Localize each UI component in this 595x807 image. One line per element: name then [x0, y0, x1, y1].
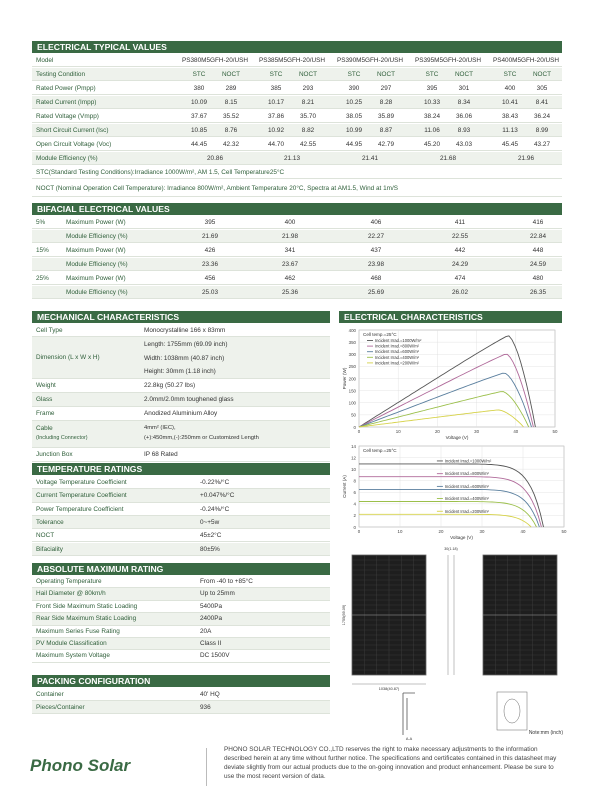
spec-label: Junction Box	[36, 451, 73, 458]
model-name: PS380M5GFH-20/USH	[181, 57, 249, 64]
max-rating-row	[32, 588, 330, 600]
spec-value: 40' HQ	[200, 691, 220, 698]
chart-container	[337, 441, 567, 540]
value-cell: 38.05	[346, 113, 362, 120]
value-cell: 380	[193, 85, 205, 92]
chart-title: Cell temp.=25°C	[363, 448, 397, 453]
row-label: Rated Voltage (Vmpp)	[36, 113, 99, 120]
value-cell: 11.13	[502, 127, 518, 134]
model-label: Model	[36, 57, 54, 64]
bifacial-eff-cell: 22.55	[452, 233, 468, 240]
packing-row	[32, 688, 330, 701]
dimension-height: Height: 30mm (1.18 inch)	[144, 368, 216, 375]
dim-width: 1038(40.87)	[378, 687, 400, 691]
bifacial-power-cell: 426	[204, 247, 216, 254]
bifacial-power-cell: 437	[370, 247, 382, 254]
spec-label: Operating Temperature	[36, 578, 102, 585]
value-cell: 35.89	[378, 113, 394, 120]
y-tick-label: 0	[353, 424, 356, 430]
legend-label: Incident Irrad.=800W/m²	[444, 471, 489, 477]
value-cell: 10.25	[346, 99, 362, 106]
efficiency-cell: 21.41	[362, 155, 378, 162]
bifacial-power-cell: 416	[532, 219, 544, 226]
spec-label: Rear Side Maximum Static Loading	[36, 615, 137, 623]
condition-cell: NOCT	[532, 71, 552, 78]
x-tick-label: 0	[357, 529, 361, 534]
value-cell: 8.34	[457, 99, 471, 106]
y-tick-label: 150	[348, 388, 356, 394]
spec-label: Voltage Temperature Coefficient	[36, 479, 127, 486]
value-cell: 8.87	[379, 127, 393, 134]
value-cell: 10.92	[268, 127, 284, 134]
section-header-electrical: ELECTRICAL TYPICAL VALUES	[32, 41, 562, 53]
spec-label: Power Temperature Coefficient	[36, 505, 124, 513]
bifacial-power-cell: 442	[454, 247, 466, 254]
value-cell: 10.09	[191, 99, 207, 106]
y-tick-label: 10	[351, 466, 356, 472]
electrical-row	[32, 138, 562, 151]
value-cell: 11.06	[424, 127, 440, 134]
value-cell: 42.32	[223, 141, 239, 148]
noct-note-row	[32, 181, 562, 197]
x-axis-label: Voltage (V)	[450, 535, 473, 540]
efficiency-row	[32, 152, 562, 165]
model-name: PS400M5GFH-20/USH	[492, 57, 560, 64]
value-cell: 10.99	[346, 127, 362, 134]
dim-thickness: 30(1.18)	[444, 547, 458, 551]
value-cell: 45.45	[502, 141, 518, 148]
value-cell: 390	[348, 85, 360, 92]
spec-label: Cell Type	[36, 327, 63, 334]
efficiency-label: Module Efficiency (%)	[36, 155, 98, 162]
iv-chart	[337, 441, 567, 540]
cable-label-sub: (Including Connector)	[36, 435, 88, 441]
spec-label: Maximum Series Fuse Rating	[36, 627, 120, 635]
y-tick-label: 14	[351, 443, 356, 449]
bifacial-power-row	[32, 244, 562, 257]
value-cell: 8.21	[301, 99, 315, 106]
value-cell: 395	[426, 85, 438, 92]
dimension-width: Width: 1038mm (40.87 inch)	[144, 355, 225, 362]
testing-condition-label: Testing Condition	[36, 71, 86, 78]
pv-chart	[337, 324, 565, 442]
electrical-row	[32, 110, 562, 123]
value-cell: 8.15	[224, 99, 238, 106]
bifacial-eff-cell: 25.36	[282, 289, 298, 296]
row-label: Rated Power (Pmpp)	[36, 85, 96, 92]
condition-cell: STC	[269, 71, 283, 78]
bifacial-eff-label: Module Efficiency (%)	[66, 261, 128, 268]
efficiency-cell: 20.86	[207, 155, 223, 162]
value-cell: 10.17	[268, 99, 284, 106]
bifacial-eff-cell: 22.27	[368, 233, 384, 240]
bifacial-eff-cell: 25.03	[202, 289, 218, 296]
row-label: Open Circuit Voltage (Voc)	[36, 141, 112, 148]
value-cell: 385	[270, 85, 282, 92]
bifacial-pct: 25%	[36, 275, 49, 282]
value-cell: 35.70	[300, 113, 316, 120]
bifacial-eff-cell: 23.36	[202, 261, 218, 268]
row-label: Rated Current (Impp)	[36, 99, 97, 106]
temperature-row	[32, 503, 330, 516]
efficiency-cell: 21.68	[440, 155, 456, 162]
spec-value: Anodized Aluminium Alloy	[144, 410, 218, 417]
condition-cell: STC	[192, 71, 206, 78]
spec-label: Bifaciality	[36, 545, 63, 553]
temperature-row	[32, 476, 330, 489]
spec-label: Front Side Maximum Static Loading	[36, 602, 138, 610]
bifacial-power-cell: 462	[284, 275, 296, 282]
chart-container	[337, 324, 565, 442]
brand-name: Phono Solar	[30, 756, 131, 775]
efficiency-cell: 21.96	[518, 155, 534, 162]
bifacial-eff-cell: 21.69	[202, 233, 218, 240]
chart-title: Cell temp.=25°C	[363, 332, 397, 337]
dimension-label: Dimension (L x W x H)	[36, 354, 100, 361]
bifacial-power-cell: 406	[370, 219, 382, 226]
model-name: PS385M5GFH-20/USH	[258, 57, 326, 64]
value-cell: 8.82	[301, 127, 315, 134]
value-cell: 38.24	[424, 113, 440, 120]
max-rating-row	[32, 626, 330, 638]
bifacial-power-cell: 448	[532, 247, 544, 254]
temperature-row	[32, 516, 330, 529]
bifacial-eff-cell: 26.02	[452, 289, 468, 296]
y-tick-label: 6	[353, 490, 356, 496]
value-cell: 37.86	[268, 113, 284, 120]
value-cell: 8.93	[457, 127, 471, 134]
y-tick-label: 350	[348, 339, 356, 345]
bifacial-eff-row	[32, 230, 562, 243]
section-header-temperature: TEMPERATURE RATINGS	[32, 463, 330, 475]
row-label: Short Circuit Current (Isc)	[36, 127, 109, 134]
value-cell: 8.41	[535, 99, 549, 106]
spec-label: Maximum System Voltage	[36, 652, 110, 660]
module-drawing-svg	[337, 540, 565, 740]
x-tick-label: 50	[552, 429, 558, 434]
bifacial-pct: 5%	[36, 219, 46, 226]
x-tick-label: 20	[434, 429, 440, 434]
packing-row	[32, 701, 330, 714]
value-cell: 297	[380, 85, 392, 92]
spec-value: 2.0mm/2.0mm toughened glass	[144, 396, 234, 403]
value-cell: 38.43	[502, 113, 518, 120]
legend-label: Incident Irrad.=1000W/m²	[444, 458, 492, 464]
value-cell: 42.79	[378, 141, 394, 148]
value-cell: 43.03	[456, 141, 472, 148]
bifacial-power-cell: 468	[370, 275, 382, 282]
noct-note: NOCT (Nominal Operation Cell Temperature): Irradiance 800W/m², Ambient Temperature 20°C, Spectra at AM1.5, Wind at 1m/S	[36, 185, 398, 192]
x-tick-label: 20	[438, 529, 444, 534]
y-tick-label: 250	[348, 364, 356, 370]
bifacial-power-label: Maximum Power (W)	[66, 247, 126, 254]
bifacial-power-label: Maximum Power (W)	[66, 275, 126, 282]
x-tick-label: 10	[397, 529, 403, 534]
electrical-row	[32, 124, 562, 137]
spec-value: Class II	[200, 640, 222, 647]
y-tick-label: 8	[353, 478, 356, 484]
legend-label: Incident Irrad.=200W/m²	[375, 360, 420, 366]
value-cell: 8.28	[379, 99, 393, 106]
dim-height: 1755(69.09)	[342, 604, 346, 626]
model-name: PS390M5GFH-20/USH	[336, 57, 404, 64]
y-tick-label: 2	[353, 513, 356, 519]
y-tick-label: 300	[348, 352, 356, 358]
condition-cell: STC	[503, 71, 517, 78]
section-header-max-rating: ABSOLUTE MAXIMUM RATING	[32, 563, 330, 575]
bifacial-power-cell: 341	[284, 247, 296, 254]
bifacial-eff-cell: 24.29	[452, 261, 468, 268]
value-cell: 36.24	[534, 113, 550, 120]
glass-row	[32, 393, 330, 407]
bifacial-power-cell: 411	[454, 219, 466, 226]
section-header-mechanical: MECHANICAL CHARACTERISTICS	[32, 311, 330, 323]
value-cell: 44.70	[268, 141, 284, 148]
spec-value: 936	[200, 704, 211, 711]
spec-value: 45±2°C	[200, 532, 222, 540]
brand-logo	[30, 748, 200, 780]
spec-label: Tolerance	[36, 518, 64, 526]
bifacial-power-row	[32, 272, 562, 285]
stc-note: STC(Standard Testing Conditions):Irradiance 1000W/m², AM 1.5, Cell Temperature25°C	[36, 169, 285, 176]
section-header-bifacial: BIFACIAL ELECTRICAL VALUES	[32, 203, 562, 215]
spec-value: Up to 25mm	[200, 590, 235, 598]
bifacial-eff-cell: 21.98	[282, 233, 298, 240]
bifacial-power-label: Maximum Power (W)	[66, 219, 126, 226]
value-cell: 37.67	[191, 113, 207, 120]
bifacial-eff-cell: 24.59	[530, 261, 546, 268]
spec-value: -0.22%/°C	[200, 479, 230, 486]
max-rating-row	[32, 650, 330, 662]
junction-box-view	[497, 692, 527, 730]
dimension-row	[32, 337, 330, 379]
y-tick-label: 100	[348, 400, 356, 406]
cable-value-2: (+):450mm,(-):250mm or Customized Length	[144, 435, 259, 441]
legend-label: Incident Irrad.=600W/m²	[444, 483, 489, 489]
testing-condition-row	[32, 68, 562, 81]
legend-label: Incident Irrad.=200W/m²	[444, 508, 489, 514]
spec-value: 80±5%	[200, 545, 220, 553]
junction-box-row	[32, 448, 330, 462]
value-cell: 42.55	[300, 141, 316, 148]
y-tick-label: 12	[351, 455, 356, 461]
condition-cell: STC	[425, 71, 439, 78]
spec-value: 22.8kg (50.27 lbs)	[144, 382, 196, 389]
x-tick-label: 40	[513, 429, 519, 434]
y-tick-label: 400	[348, 327, 356, 333]
bifacial-eff-label: Module Efficiency (%)	[66, 289, 128, 296]
y-tick-label: 50	[351, 412, 356, 418]
spec-label: NOCT	[36, 532, 55, 540]
legend-label: Incident Irrad.=400W/m²	[375, 354, 420, 360]
cable-row	[32, 421, 330, 448]
spec-value: IP 68 Rated	[144, 451, 178, 458]
section-header-packing: PACKING CONFIGURATION	[32, 675, 330, 687]
value-cell: 8.99	[535, 127, 549, 134]
module-drawing	[337, 540, 565, 740]
bifacial-eff-cell: 23.98	[368, 261, 384, 268]
x-tick-label: 40	[520, 529, 526, 534]
legend-label: Incident Irrad.=600W/m²	[375, 349, 420, 355]
spec-label: Hail Diameter @ 80km/h	[36, 590, 106, 598]
max-rating-row	[32, 576, 330, 588]
bifacial-power-cell: 395	[204, 219, 216, 226]
y-tick-label: 0	[353, 524, 356, 530]
footer-divider	[206, 748, 207, 786]
spec-value: DC 1500V	[200, 652, 230, 660]
value-cell: 44.95	[346, 141, 362, 148]
section-header-elec-char: ELECTRICAL CHARACTERISTICS	[339, 311, 562, 323]
spec-value: From -40 to +85°C	[200, 578, 253, 585]
model-name: PS395M5GFH-20/USH	[414, 57, 482, 64]
bifacial-eff-row	[32, 258, 562, 271]
spec-value: +0.047%/°C	[200, 492, 235, 500]
value-cell: 301	[458, 85, 470, 92]
bifacial-eff-cell: 22.84	[530, 233, 546, 240]
bifacial-eff-row	[32, 286, 562, 299]
x-tick-label: 30	[479, 529, 485, 534]
weight-row	[32, 379, 330, 393]
value-cell: 8.76	[224, 127, 238, 134]
electrical-row	[32, 82, 562, 95]
legend-label: Incident Irrad.=400W/m²	[444, 496, 489, 502]
value-cell: 10.85	[191, 127, 207, 134]
bifacial-eff-cell: 26.35	[530, 289, 546, 296]
y-axis-label: Current (A)	[342, 475, 347, 498]
legend-label: Incident Irrad.=800W/m²	[375, 343, 420, 349]
bifacial-power-cell: 474	[454, 275, 466, 282]
temperature-row	[32, 529, 330, 542]
x-tick-label: 10	[395, 429, 401, 434]
spec-label: Weight	[36, 382, 56, 389]
y-tick-label: 200	[348, 376, 356, 382]
spec-label: Glass	[36, 396, 53, 403]
y-tick-label: 4	[353, 501, 356, 507]
temperature-row	[32, 489, 330, 502]
x-axis-label: Voltage (V)	[445, 435, 469, 440]
bifacial-power-row	[32, 216, 562, 229]
bifacial-eff-label: Module Efficiency (%)	[66, 233, 128, 240]
disclaimer: PHONO SOLAR TECHNOLOGY CO.,LTD reserves the right to make necessary adjustments to the information described herein at any time without further notice. The specifications and certificates contained in this datasheet may deviate slightly from our actual products due to the on-going innovation and product enhancement. Please be sure to use the most recent version of data.	[224, 746, 557, 780]
electrical-row	[32, 96, 562, 109]
condition-cell: NOCT	[376, 71, 396, 78]
value-cell: 43.27	[534, 141, 550, 148]
value-cell: 44.45	[191, 141, 207, 148]
x-tick-label: 50	[561, 529, 567, 534]
drawing-note: Note:mm (inch)	[528, 730, 563, 736]
bifacial-power-cell: 480	[532, 275, 544, 282]
value-cell: 36.06	[456, 113, 472, 120]
spec-label: Frame	[36, 410, 55, 417]
temperature-row	[32, 543, 330, 556]
y-axis-label: Power (W)	[342, 367, 347, 390]
dimension-length: Length: 1755mm (69.09 inch)	[144, 341, 228, 348]
value-cell: 35.52	[223, 113, 239, 120]
efficiency-cell: 21.13	[284, 155, 300, 162]
spec-label: Current Temperature Coefficient	[36, 492, 127, 500]
frame-section	[403, 693, 415, 735]
bifacial-eff-cell: 23.67	[282, 261, 298, 268]
bifacial-pct: 15%	[36, 247, 49, 254]
condition-cell: NOCT	[454, 71, 474, 78]
cell-type-row	[32, 324, 330, 337]
x-tick-label: 30	[474, 429, 480, 434]
condition-cell: NOCT	[221, 71, 241, 78]
bifacial-power-cell: 400	[284, 219, 296, 226]
model-row	[32, 54, 562, 67]
max-rating-row	[32, 638, 330, 650]
spec-value: -0.24%/°C	[200, 505, 230, 513]
spec-value: 5400Pa	[200, 602, 223, 610]
spec-value: Monocrystalline 166 x 83mm	[144, 327, 226, 334]
spec-label: PV Module Classification	[36, 640, 107, 647]
condition-cell: STC	[347, 71, 361, 78]
spec-value: 2400Pa	[200, 615, 223, 623]
value-cell: 400	[504, 85, 516, 92]
value-cell: 10.41	[502, 99, 518, 106]
value-cell: 293	[302, 85, 314, 92]
value-cell: 289	[225, 85, 237, 92]
bifacial-power-cell: 456	[204, 275, 216, 282]
max-rating-row	[32, 613, 330, 625]
junction-box-view	[504, 699, 520, 723]
legend-label: Incident Irrad.=1000W/m²	[375, 338, 422, 343]
spec-value: 20A	[200, 627, 212, 635]
value-cell: 45.20	[424, 141, 440, 148]
condition-cell: NOCT	[298, 71, 318, 78]
stc-note-row	[32, 166, 562, 179]
spec-label: Pieces/Container	[36, 704, 85, 711]
frame-row	[32, 407, 330, 421]
spec-label: Container	[36, 691, 64, 698]
x-tick-label: 0	[357, 429, 361, 434]
value-cell: 10.33	[424, 99, 440, 106]
bifacial-eff-cell: 25.69	[368, 289, 384, 296]
spec-value: 0~+5w	[200, 518, 220, 526]
max-rating-row	[32, 601, 330, 613]
cable-value-1: 4mm² (IEC),	[144, 425, 176, 431]
cable-label: Cable	[36, 425, 53, 432]
section-label: A-A	[405, 737, 413, 741]
value-cell: 305	[536, 85, 548, 92]
